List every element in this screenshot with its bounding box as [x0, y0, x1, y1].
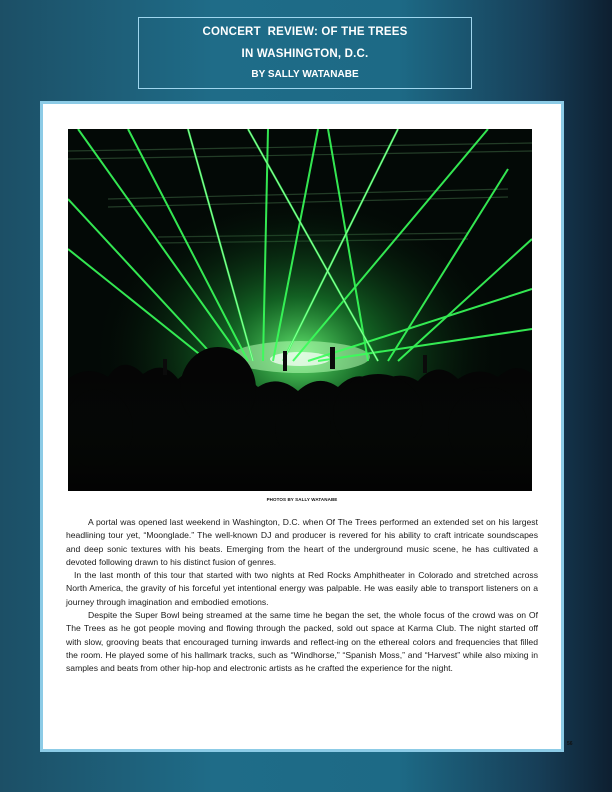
- article-paragraph-3: Despite the Super Bowl being streamed at the same time he began the set, the whole focus of the crowd was on Of The Trees as he got people moving and flowing through the packed, sold out space at Karma Club. The night started off with slow, grooving beats that encouraged turning inwards and reflect-ing on the ethereal colors and frequencies that filled the room. He played some of his hallmark tracks, such as “Windhorse,” “Spanish Moss,” and “Harvest” while also mixing in samples and beats from other hip-hop and electronic artists as he crafted the experience for the night.: [66, 610, 538, 674]
- article-body: [66, 516, 538, 676]
- concert-photo: [68, 129, 532, 491]
- page-number: 56: [567, 741, 573, 747]
- article-panel: [40, 101, 564, 752]
- article-paragraph-1: A portal was opened last weekend in Washington, D.C. when Of The Trees performed an extended set on his largest headlining tour yet, “Moonglade.” The well-known DJ and producer is revered for his ability to craft intricate soundscapes and deep sonic textures with his beats. Emerging from the heart of the underground music scene, he has cultivated a devoted following drawn to his distinct fusion of genres.: [66, 517, 538, 567]
- photo-credit: PHOTOS BY SALLY WATANABE: [266, 497, 338, 502]
- byline: BY SALLY WATANABE: [251, 69, 359, 80]
- article-paragraph-2: In the last month of this tour that started with two nights at Red Rocks Amphitheater in Colorado and stretched across North America, the gravity of his forceful yet intentional energy was palpable. He was easily able to transport listeners on a journey through imagination and embodied emotions.: [66, 570, 538, 607]
- article-title-line-1: CONCERT REVIEW: OF THE TREES: [202, 26, 408, 38]
- concert-photo-illustration: [68, 129, 532, 491]
- title-box: [138, 17, 472, 89]
- article-title-line-2: IN WASHINGTON, D.C.: [241, 48, 369, 60]
